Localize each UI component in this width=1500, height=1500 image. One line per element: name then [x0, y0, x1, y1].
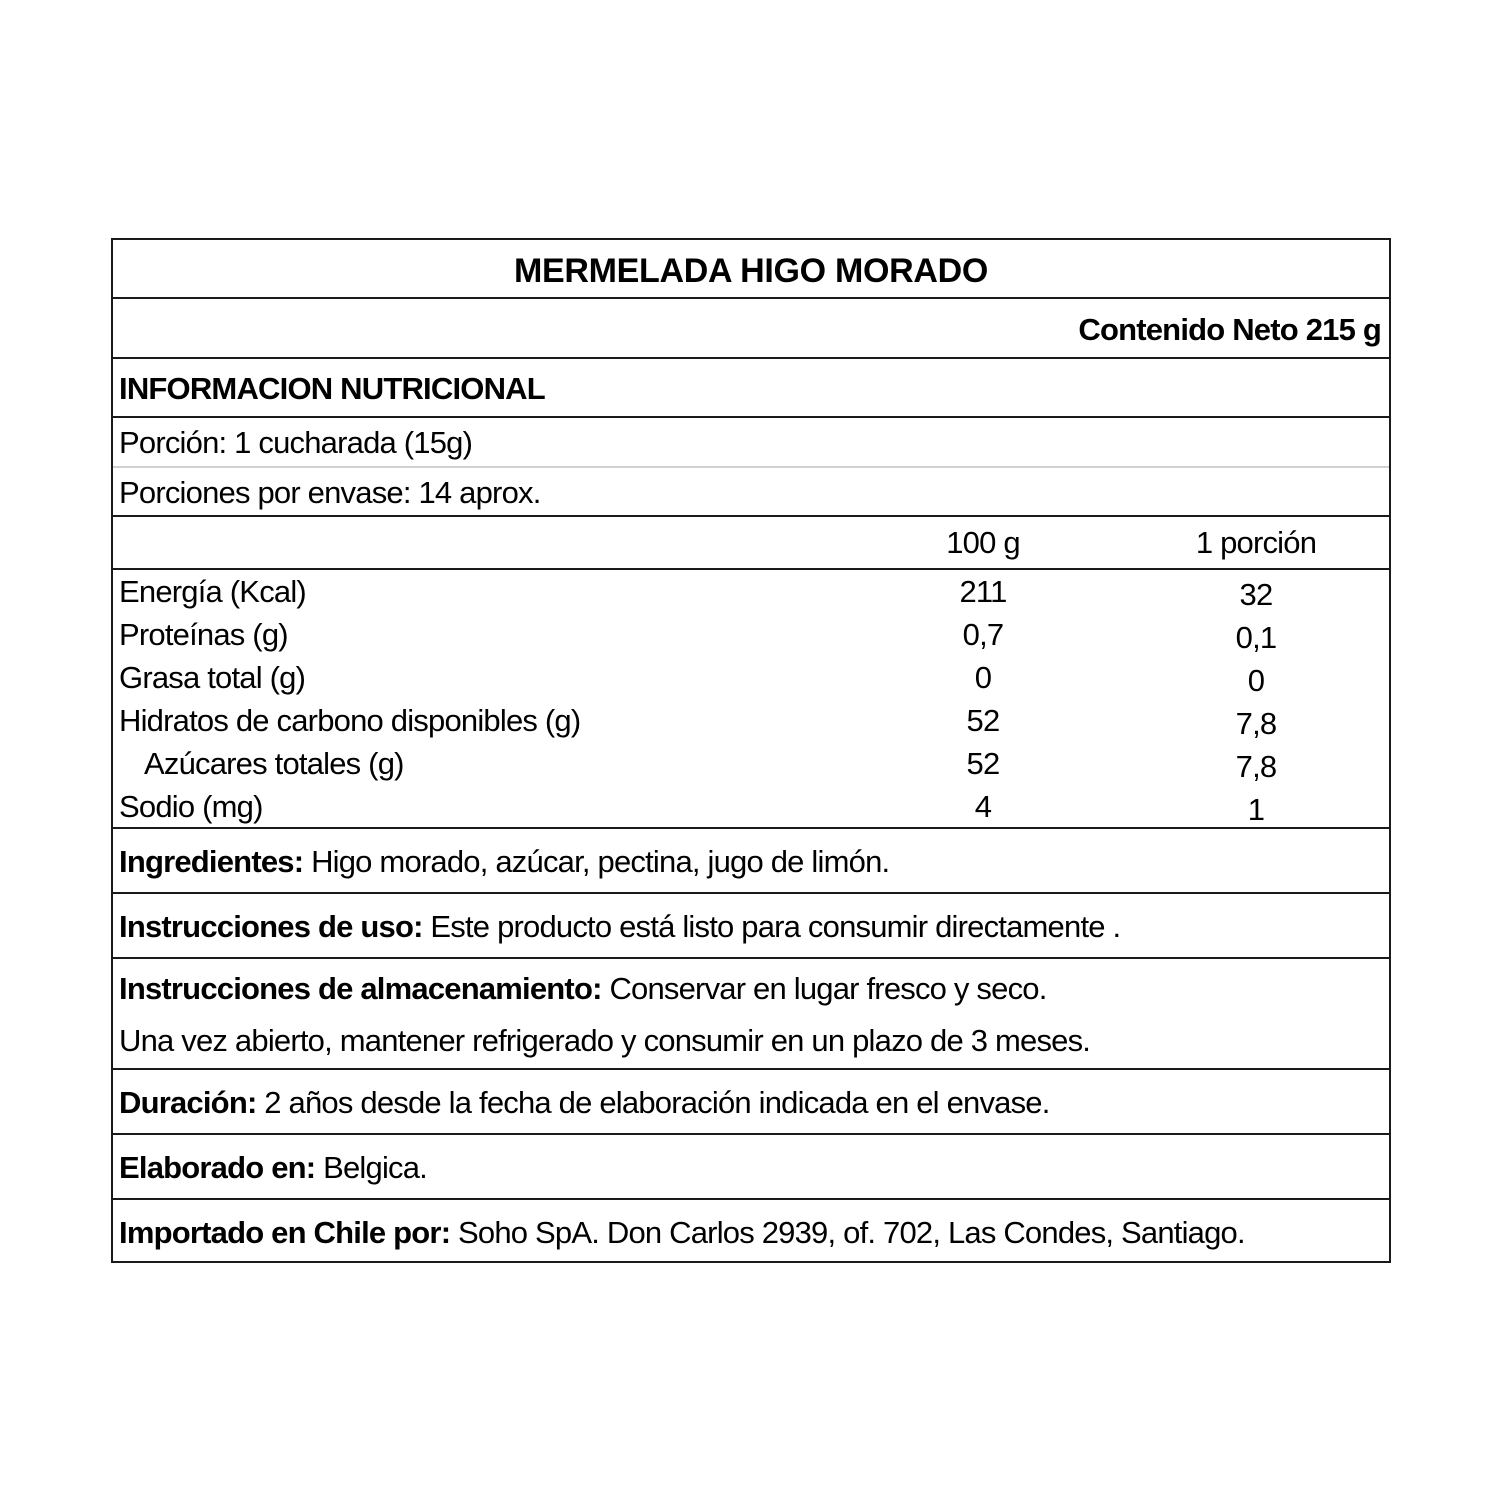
nutrient-value-portion: 32	[1239, 577, 1273, 612]
duration-text: 2 años desde la fecha de elaboración indicada en el envase.	[256, 1085, 1050, 1120]
made-in-label: Elaborado en:	[119, 1150, 316, 1185]
importer-label: Importado en Chile por:	[119, 1215, 451, 1250]
nutrient-value-portion: 0	[1247, 663, 1265, 698]
nutrient-value-100g: 52	[966, 746, 1000, 781]
nutrient-value-100g: 211	[959, 574, 1007, 609]
made-in-text: Belgica.	[315, 1150, 427, 1185]
divider	[113, 1133, 1389, 1135]
nutrient-label: Proteínas (g)	[119, 617, 288, 652]
net-content: Contenido Neto 215 g	[1078, 312, 1381, 347]
divider	[113, 568, 1389, 570]
column-header-100g: 100 g	[946, 525, 1020, 560]
storage-instructions	[119, 973, 1047, 1004]
product-title: MERMELADA HIGO MORADO	[513, 252, 989, 290]
nutrition-label	[111, 238, 1391, 1263]
nutrient-value-100g: 4	[974, 789, 992, 824]
serving-size: Porción: 1 cucharada (15g)	[119, 425, 473, 460]
ingredients-text: Higo morado, azúcar, pectina, jugo de limón.	[303, 844, 890, 879]
ingredients-label: Ingredientes:	[119, 844, 304, 879]
divider	[113, 357, 1389, 359]
divider	[113, 827, 1389, 829]
ingredients	[119, 846, 889, 877]
divider	[113, 892, 1389, 894]
usage-label: Instrucciones de uso:	[119, 909, 423, 944]
nutrient-label: Energía (Kcal)	[119, 574, 306, 609]
nutrition-heading: INFORMACION NUTRICIONAL	[119, 371, 545, 406]
divider	[113, 1068, 1389, 1070]
nutrient-value-100g: 0,7	[962, 617, 1004, 652]
importer	[119, 1217, 1245, 1248]
nutrient-value-portion: 7,8	[1235, 706, 1277, 741]
servings-per-container: Porciones por envase: 14 aprox.	[119, 475, 541, 510]
usage-text: Este producto está listo para consumir directamente .	[422, 909, 1121, 944]
duration-label: Duración:	[119, 1085, 257, 1120]
divider	[113, 416, 1389, 418]
nutrient-value-portion: 7,8	[1235, 749, 1277, 784]
nutrient-label: Azúcares totales (g)	[144, 746, 404, 781]
nutrient-value-portion: 1	[1247, 792, 1265, 827]
nutrient-label: Hidratos de carbono disponibles (g)	[119, 703, 581, 738]
nutrient-value-portion: 0,1	[1235, 620, 1277, 655]
storage-label: Instrucciones de almacenamiento:	[119, 971, 602, 1006]
nutrient-label: Sodio (mg)	[119, 789, 263, 824]
divider	[113, 515, 1389, 517]
divider	[113, 957, 1389, 959]
usage-instructions	[119, 911, 1120, 942]
importer-text: Soho SpA. Don Carlos 2939, of. 702, Las Condes, Santiago.	[450, 1215, 1245, 1250]
column-header-portion: 1 porción	[1195, 525, 1317, 560]
divider	[113, 1198, 1389, 1200]
nutrient-label: Grasa total (g)	[119, 660, 306, 695]
divider	[113, 297, 1389, 299]
duration	[119, 1087, 1050, 1118]
nutrient-value-100g: 0	[974, 660, 992, 695]
nutrient-value-100g: 52	[966, 703, 1000, 738]
made-in	[119, 1152, 427, 1183]
storage-text: Conservar en lugar fresco y seco.	[601, 971, 1047, 1006]
storage-instructions-line2: Una vez abierto, mantener refrigerado y consumir en un plazo de 3 meses.	[119, 1023, 1091, 1058]
divider-light	[113, 466, 1389, 468]
